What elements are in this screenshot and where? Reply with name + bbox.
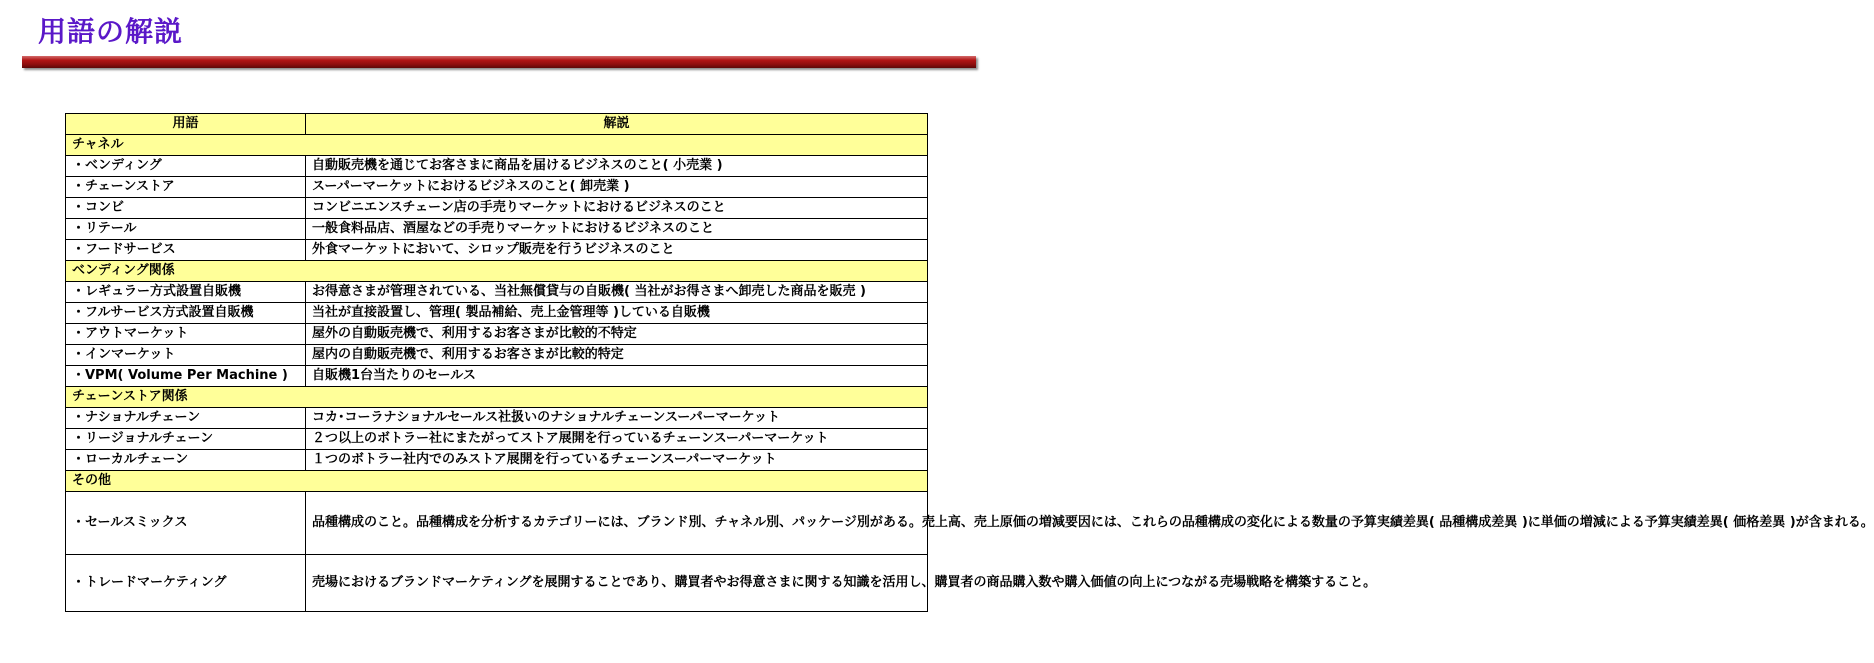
- description-column-header: 解説: [306, 114, 928, 135]
- category-row: [66, 387, 928, 408]
- description-cell: 自動販売機を通じてお客さまに商品を届けるビジネスのこと( 小売業 ): [306, 156, 928, 177]
- term-cell: ・コンビ: [66, 198, 306, 219]
- description-cell: 自販機1台当たりのセールス: [306, 366, 928, 387]
- category-row: [66, 135, 928, 156]
- table-row: [66, 282, 928, 303]
- description-cell: 売場におけるブランドマーケティングを展開することであり、購買者やお得意さまに関する知識を活用し、購買者の商品購入数や購入価値の向上につながる売場戦略を構築すること。: [306, 555, 928, 612]
- description-cell: 屋外の自動販売機で、利用するお客さまが比較的不特定: [306, 324, 928, 345]
- term-cell: ・フルサービス方式設置自販機: [66, 303, 306, 324]
- table-row: [66, 324, 928, 345]
- term-column-header: 用語: [66, 114, 306, 135]
- term-cell: ・アウトマーケット: [66, 324, 306, 345]
- term-cell: ・トレードマーケティング: [66, 555, 306, 612]
- category-label: その他: [66, 471, 928, 492]
- term-cell: ・ベンディング: [66, 156, 306, 177]
- term-cell: ・リージョナルチェーン: [66, 429, 306, 450]
- description-cell: お得意さまが管理されている、当社無償貸与の自販機( 当社がお得さまへ卸売した商品を販売 ): [306, 282, 928, 303]
- title-divider: [22, 56, 976, 68]
- table-row: [66, 303, 928, 324]
- page-title: 用語の解説: [38, 15, 184, 48]
- term-cell: ・フードサービス: [66, 240, 306, 261]
- category-label: ベンディング関係: [66, 261, 928, 282]
- term-cell: ・ナショナルチェーン: [66, 408, 306, 429]
- description-cell: スーパーマーケットにおけるビジネスのこと( 卸売業 ): [306, 177, 928, 198]
- term-cell: ・VPM( Volume Per Machine ): [66, 366, 306, 387]
- table-row: [66, 177, 928, 198]
- term-cell: ・リテール: [66, 219, 306, 240]
- table-row: [66, 219, 928, 240]
- table-row: [66, 240, 928, 261]
- category-row: [66, 261, 928, 282]
- description-cell: 外食マーケットにおいて、シロップ販売を行うビジネスのこと: [306, 240, 928, 261]
- term-cell: ・セールスミックス: [66, 492, 306, 555]
- table-row: [66, 156, 928, 177]
- glossary-table: [65, 113, 1874, 612]
- description-cell: １つのボトラー社内でのみストア展開を行っているチェーンスーパーマーケット: [306, 450, 928, 471]
- table-row: [66, 366, 928, 387]
- description-cell: 当社が直接設置し、管理( 製品補給、売上金管理等 )している自販機: [306, 303, 928, 324]
- description-cell: コカ･コーラナショナルセールス社扱いのナショナルチェーンスーパーマーケット: [306, 408, 928, 429]
- table-row: [66, 429, 928, 450]
- table-row: [66, 555, 928, 612]
- description-cell: 品種構成のこと。品種構成を分析するカテゴリーには、ブランド別、チャネル別、パッケージ別がある。売上高、売上原価の増減要因には、これらの品種構成の変化による数量の予算実績差異( 品種構成差異 )に単価の増減による予算実績差異( 価格差異 )が含まれる。: [306, 492, 928, 555]
- table-header-row: [66, 114, 928, 135]
- description-cell: 屋内の自動販売機で、利用するお客さまが比較的特定: [306, 345, 928, 366]
- term-cell: ・ローカルチェーン: [66, 450, 306, 471]
- term-cell: ・インマーケット: [66, 345, 306, 366]
- term-cell: ・レギュラー方式設置自販機: [66, 282, 306, 303]
- category-label: チャネル: [66, 135, 928, 156]
- description-cell: 一般食料品店、酒屋などの手売りマーケットにおけるビジネスのこと: [306, 219, 928, 240]
- table-row: [66, 492, 928, 555]
- description-cell: ２つ以上のボトラー社にまたがってストア展開を行っているチェーンスーパーマーケット: [306, 429, 928, 450]
- term-cell: ・チェーンストア: [66, 177, 306, 198]
- category-label: チェーンストア関係: [66, 387, 928, 408]
- table-row: [66, 408, 928, 429]
- table-row: [66, 345, 928, 366]
- category-row: [66, 471, 928, 492]
- table-row: [66, 198, 928, 219]
- table-row: [66, 450, 928, 471]
- description-cell: コンビニエンスチェーン店の手売りマーケットにおけるビジネスのこと: [306, 198, 928, 219]
